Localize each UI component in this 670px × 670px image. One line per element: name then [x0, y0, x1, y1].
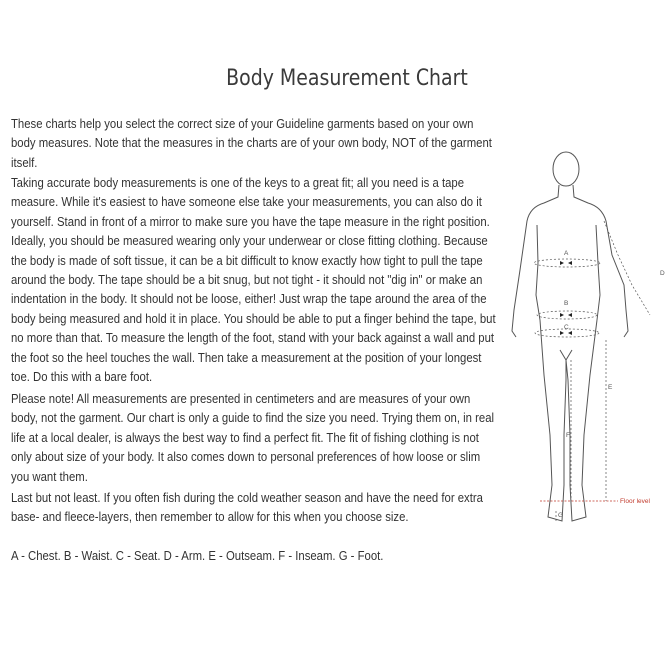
cold-weather-paragraph: Last but not least. If you often fish during the cold weather season and have the need for extra base- and fleece-layers, then remember to allow for this when you choose size.: [11, 491, 483, 525]
page-title: Body Measurement Chart: [226, 66, 468, 91]
label-e: E: [608, 384, 613, 391]
howto-paragraph: Taking accurate body measurements is one of the keys to a great fit; all you need is a tape measure. While it's easiest to have someone else take your measurements, you can also do it yourself. Stand in front of a mirror to make sure you have the tape measure in the right position. Ideally, you should be measured wearing only your underwear or close fitting clothing. Because the body is made of soft tissue, it can be a bit difficult to know exactly how tight to pull the tape around the body. The tape should be a bit snug, but not tight - it should not "dig in" or make an indentation in the body. It should not be loose, either! Just wrap the tape around the area of the body being measured and hold it in place. You should be able to put a finger behind the tape, but no more than that. To measure the length of the foot, stand with your back against a wall and put the foot so the heel touches the wall. Then take a measurement at the position of your longest toe. Do this with a bare foot.: [11, 176, 496, 385]
measurement-legend: A - Chest. B - Waist. C - Seat. D - Arm. E - Outseam. F - Inseam. G - Foot.: [11, 549, 384, 563]
label-g: G: [558, 512, 564, 519]
label-c: C: [564, 324, 569, 331]
label-a: A: [564, 250, 569, 257]
body-figure: [500, 145, 670, 540]
label-floor-level: Floor level: [620, 498, 650, 505]
note-paragraph: Please note! All measurements are presented in centimeters and are measures of your own body, not the garment. Our chart is only a guide to find the size you need. Trying them on, in real life at a local dealer, is always the best way to find a perfect fit. The fit of fishing clothing is not only about size of your body. It also comes down to personal preferences of how loose or slim you want them.: [11, 392, 495, 484]
label-d: D: [660, 270, 665, 277]
intro-paragraph: These charts help you select the correct size of your Guideline garments based on your own body measures. Note that the measures in the charts are of your own body, NOT of the garment itself.: [11, 117, 492, 170]
arm-measurement-line: [604, 221, 650, 315]
body-outline: [512, 152, 628, 521]
label-f: F: [566, 432, 570, 439]
label-b: B: [564, 300, 569, 307]
body-outline-illustration: [500, 145, 670, 540]
